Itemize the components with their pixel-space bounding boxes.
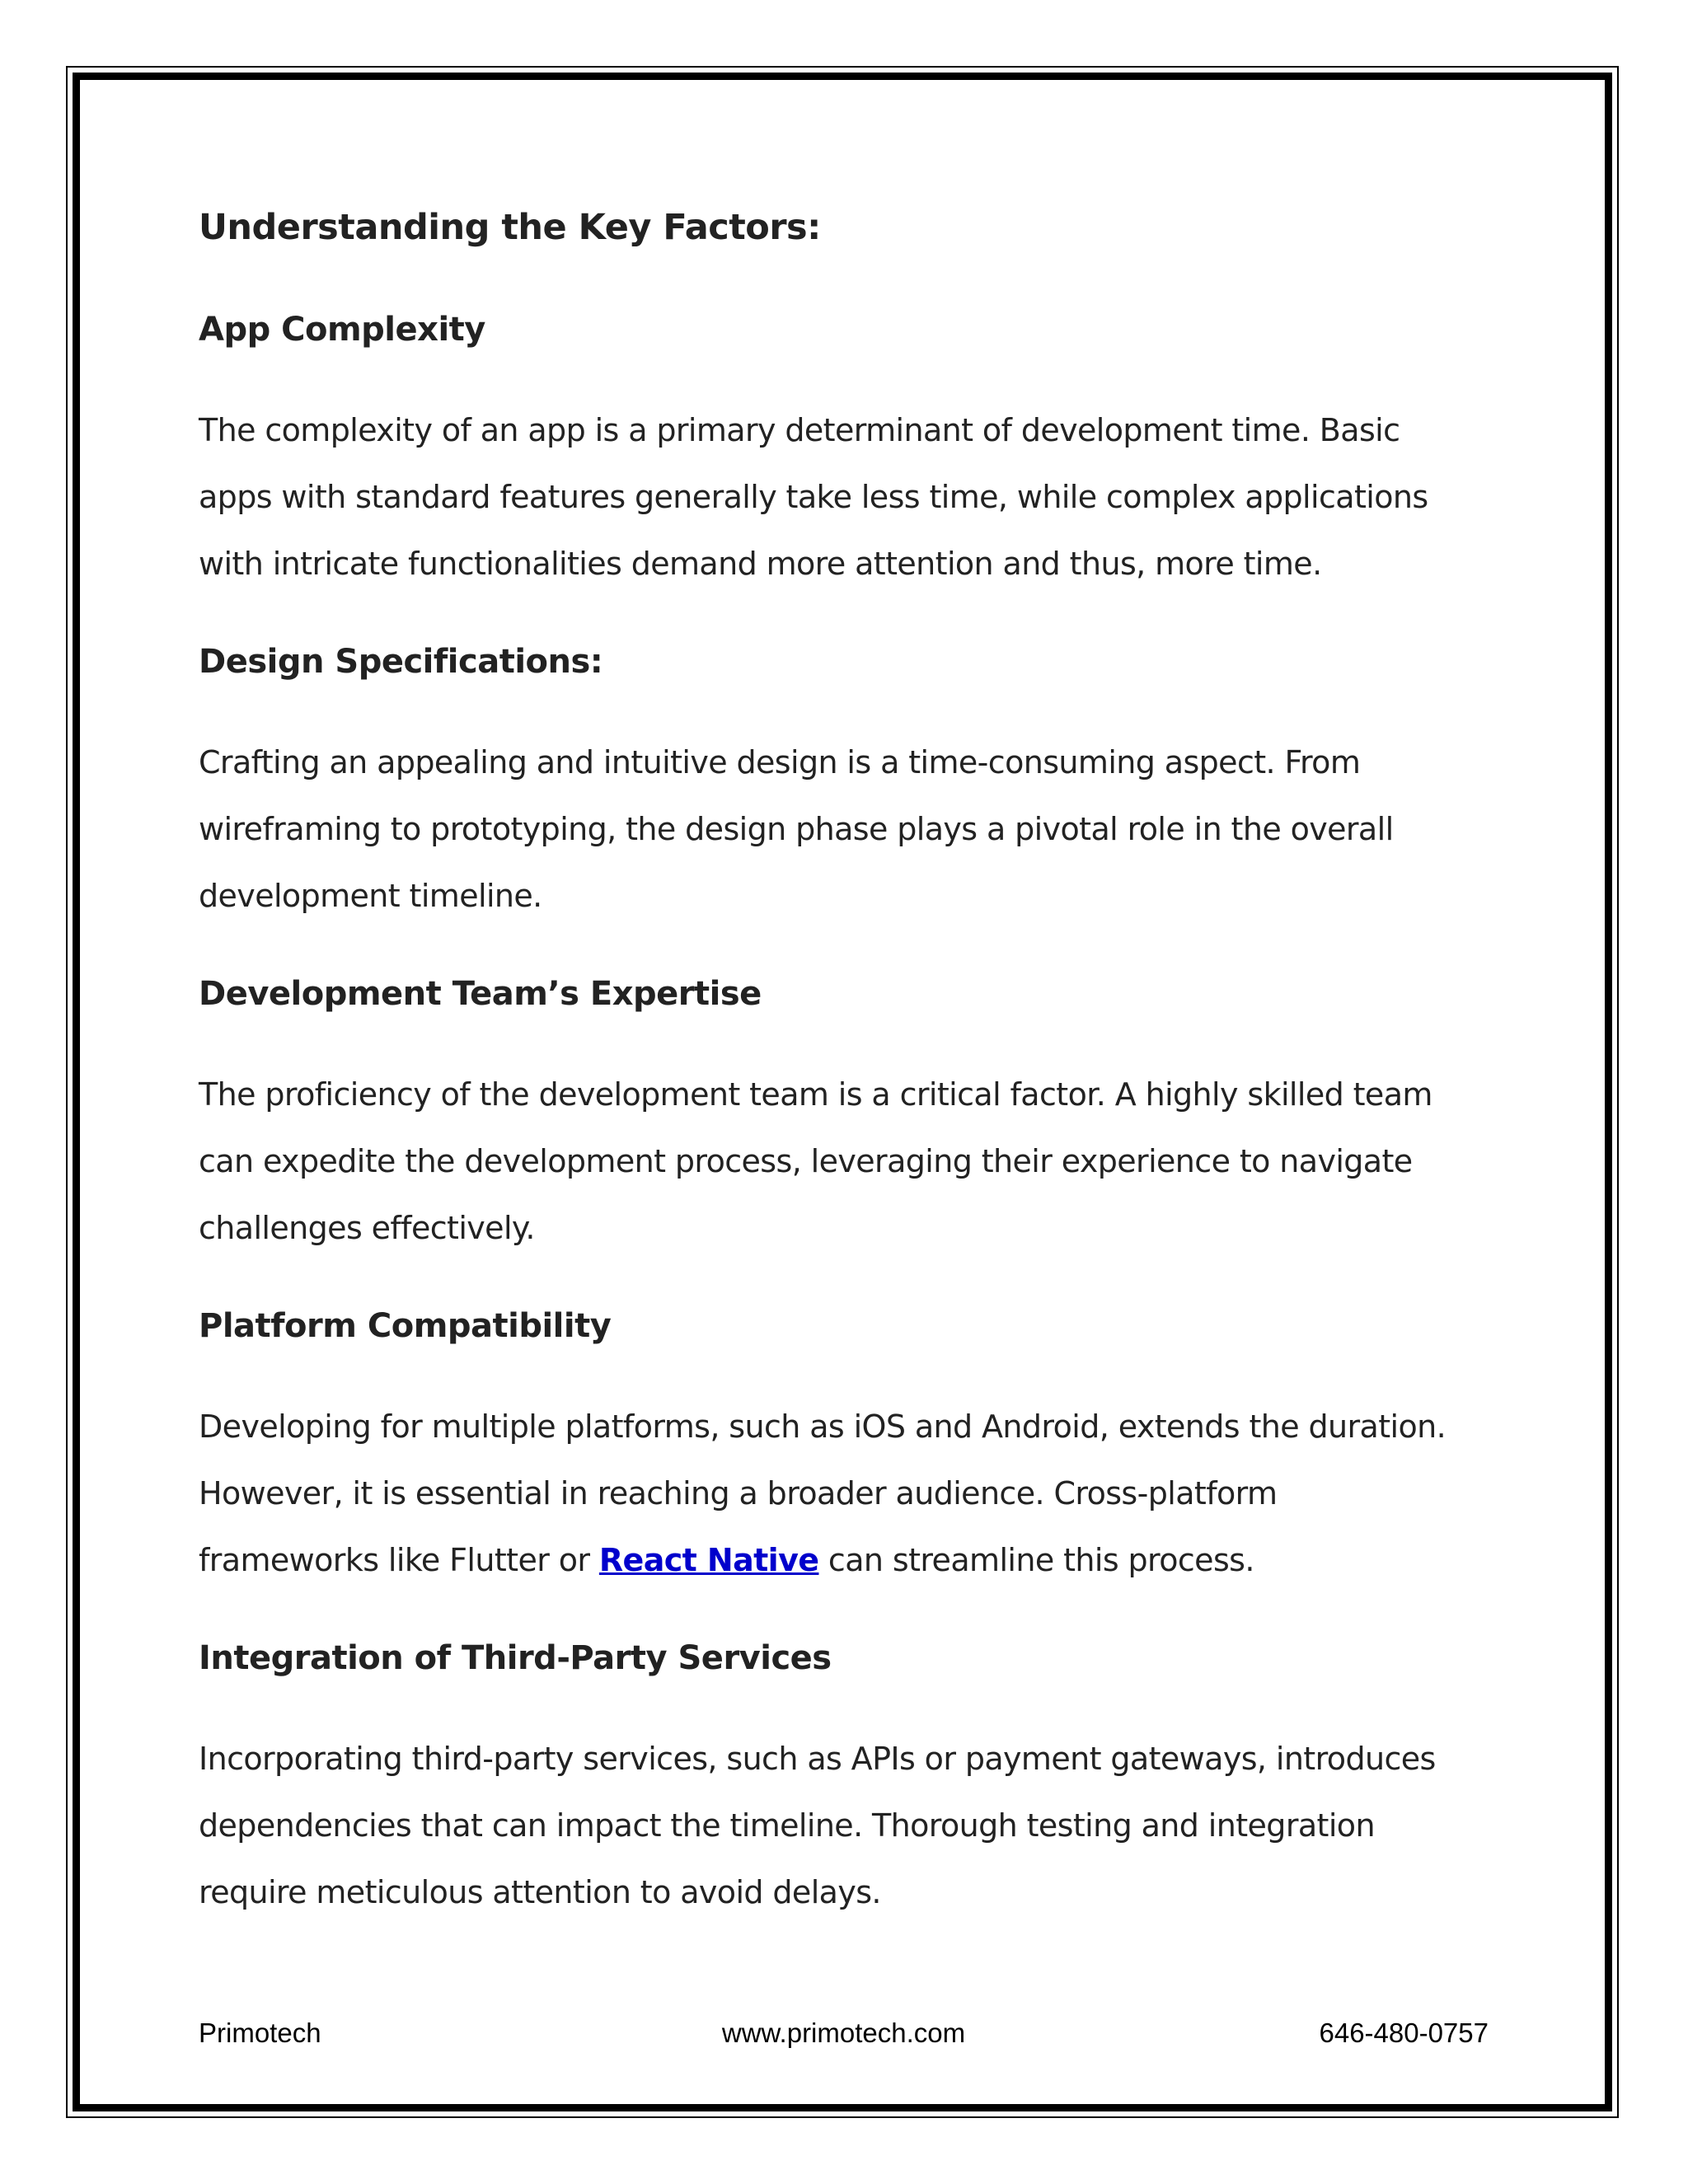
paragraph-line: The complexity of an app is a primary determinant of development time. Basic	[199, 412, 1400, 448]
paragraph-line: require meticulous attention to avoid delays.	[199, 1874, 881, 1910]
section-heading-third-party-services: Integration of Third-Party Services	[199, 1639, 832, 1677]
section-paragraph-design-specifications	[199, 729, 1501, 930]
paragraph-line: The proficiency of the development team is a critical factor. A highly skilled team	[199, 1076, 1432, 1113]
section-paragraph-platform-compatibility	[199, 1394, 1501, 1594]
paragraph-line: Incorporating third-party services, such as APIs or payment gateways, introduces	[199, 1741, 1436, 1777]
paragraph-line: challenges effectively.	[199, 1210, 535, 1246]
footer-website: www.primotech.com	[721, 2018, 966, 2048]
section-heading-design-specifications: Design Specifications:	[199, 643, 603, 681]
page-footer	[199, 2018, 1489, 2057]
paragraph-line: can expedite the development process, leveraging their experience to navigate	[199, 1143, 1413, 1179]
paragraph-line: Developing for multiple platforms, such as iOS and Android, extends the duration.	[199, 1408, 1447, 1445]
link-line-after: can streamline this process.	[818, 1542, 1254, 1578]
footer-company: Primotech	[199, 2018, 321, 2048]
paragraph-line: with intricate functionalities demand more attention and thus, more time.	[199, 546, 1322, 582]
footer-phone: 646-480-0757	[1319, 2018, 1489, 2048]
section-paragraph-third-party-services	[199, 1726, 1501, 1926]
paragraph-line: wireframing to prototyping, the design phase plays a pivotal role in the overall	[199, 811, 1394, 847]
react-native-link[interactable]: React Native	[598, 1542, 819, 1578]
section-heading-platform-compatibility: Platform Compatibility	[199, 1307, 612, 1345]
section-heading-app-complexity: App Complexity	[199, 311, 485, 349]
section-paragraph-team-expertise	[199, 1062, 1501, 1262]
paragraph-line: Crafting an appealing and intuitive design is a time-consuming aspect. From	[199, 744, 1361, 780]
document-body	[199, 203, 1501, 1967]
paragraph-line-with-link	[199, 1527, 1501, 1594]
document-title: Understanding the Key Factors:	[199, 207, 821, 248]
link-line-before: frameworks like Flutter or	[199, 1542, 599, 1578]
paragraph-line: However, it is essential in reaching a broader audience. Cross-platform	[199, 1475, 1278, 1511]
paragraph-line: development timeline.	[199, 878, 542, 914]
section-paragraph-app-complexity	[199, 397, 1501, 598]
paragraph-line: apps with standard features generally take less time, while complex applications	[199, 479, 1428, 515]
paragraph-line: dependencies that can impact the timeline. Thorough testing and integration	[199, 1807, 1375, 1844]
section-heading-team-expertise: Development Team’s Expertise	[199, 975, 762, 1013]
